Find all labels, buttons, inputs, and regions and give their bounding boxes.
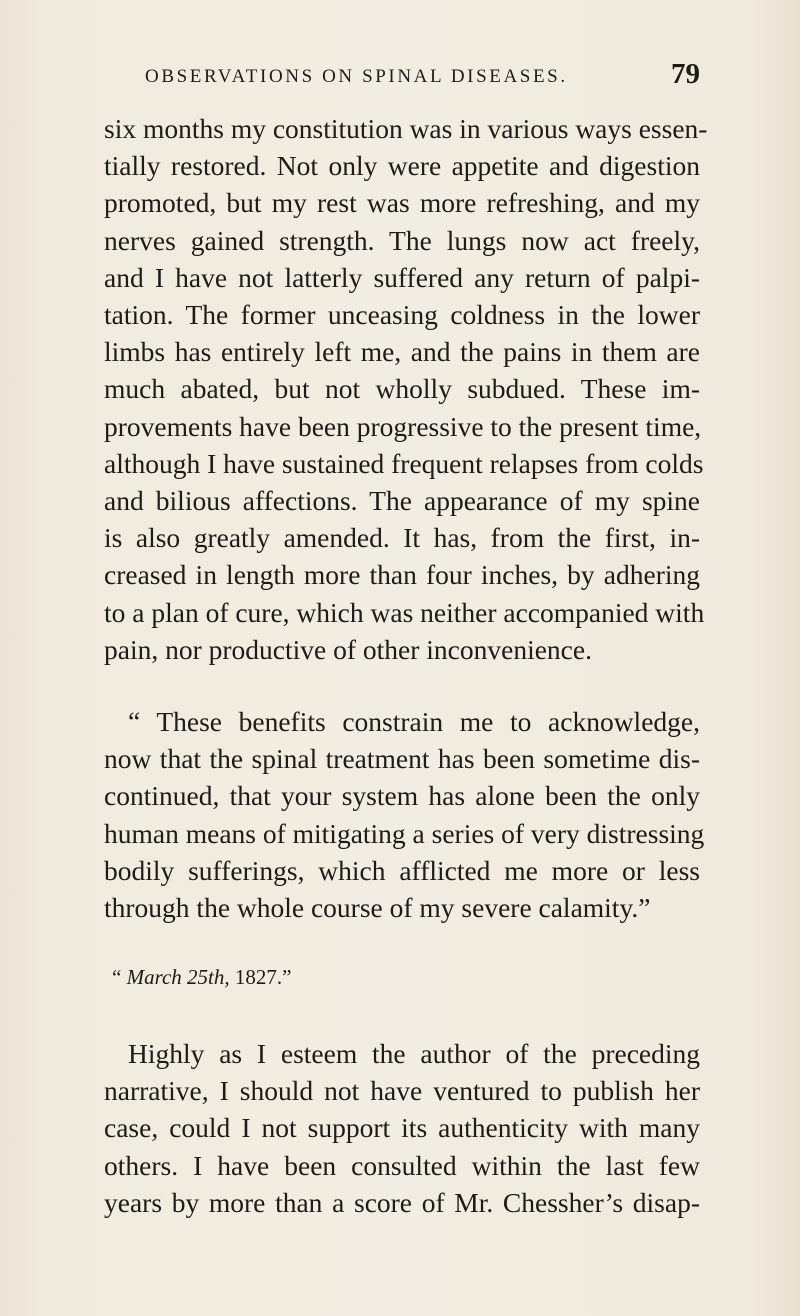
date-text: March 25th,	[126, 965, 230, 989]
date-open-quote: “	[112, 965, 122, 989]
text-line: tation. The former unceasing coldness in the lower	[104, 299, 700, 331]
text-line: creased in length more than four inches, by adhering	[104, 559, 700, 591]
text-line: provements have been progressive to the present time,	[104, 410, 702, 442]
paragraph-highly	[104, 1035, 700, 1221]
page-number: 79	[671, 58, 700, 90]
text-line: case, could I not support its authenticity with many	[104, 1112, 700, 1144]
letter-date	[112, 965, 291, 990]
running-head	[145, 58, 700, 98]
text-line: others. I have been consulted within the last few	[104, 1149, 700, 1181]
date-year: 1827.”	[234, 965, 292, 989]
text-line: six months my constitution was in various ways essen-	[104, 113, 708, 144]
quoted-paragraph	[104, 703, 705, 926]
text-line: and I have not latterly suffered any return of palpi-	[104, 261, 700, 293]
paragraph-continued	[104, 110, 708, 668]
text-line: promoted, but my rest was more refreshing, and my	[104, 187, 700, 219]
text-line: now that the spinal treatment has been sometime dis-	[104, 743, 700, 775]
text-line: Highly as I esteem the author of the preceding	[128, 1038, 700, 1069]
text-line: years by more than a score of Mr. Chessher’s disap-	[104, 1186, 700, 1218]
text-line: much abated, but not wholly subdued. These im-	[104, 373, 700, 405]
text-line: continued, that your system has alone been the only	[104, 780, 700, 812]
text-line: although I have sustained frequent relapses from colds	[104, 447, 704, 479]
text-line: “ These benefits constrain me to acknowledge,	[128, 706, 700, 737]
text-line: human means of mitigating a series of very distressing	[104, 817, 705, 849]
text-line: is also greatly amended. It has, from the first, in-	[104, 522, 700, 554]
text-line: bodily sufferings, which afflicted me more or less	[104, 854, 700, 886]
text-line: limbs has entirely left me, and the pains in them are	[104, 336, 700, 368]
text-line: through the whole course of my severe calamity.”	[104, 892, 651, 924]
text-line: and bilious affections. The appearance of my spine	[104, 485, 700, 517]
text-line: to a plan of cure, which was neither accompanied with	[104, 596, 705, 628]
running-title: OBSERVATIONS ON SPINAL DISEASES.	[145, 66, 568, 87]
text-line: tially restored. Not only were appetite and digestion	[104, 150, 700, 182]
text-line: pain, nor productive of other inconvenience.	[104, 633, 592, 665]
text-line: narrative, I should not have ventured to publish her	[104, 1075, 700, 1107]
text-line: nerves gained strength. The lungs now act freely,	[104, 224, 700, 256]
